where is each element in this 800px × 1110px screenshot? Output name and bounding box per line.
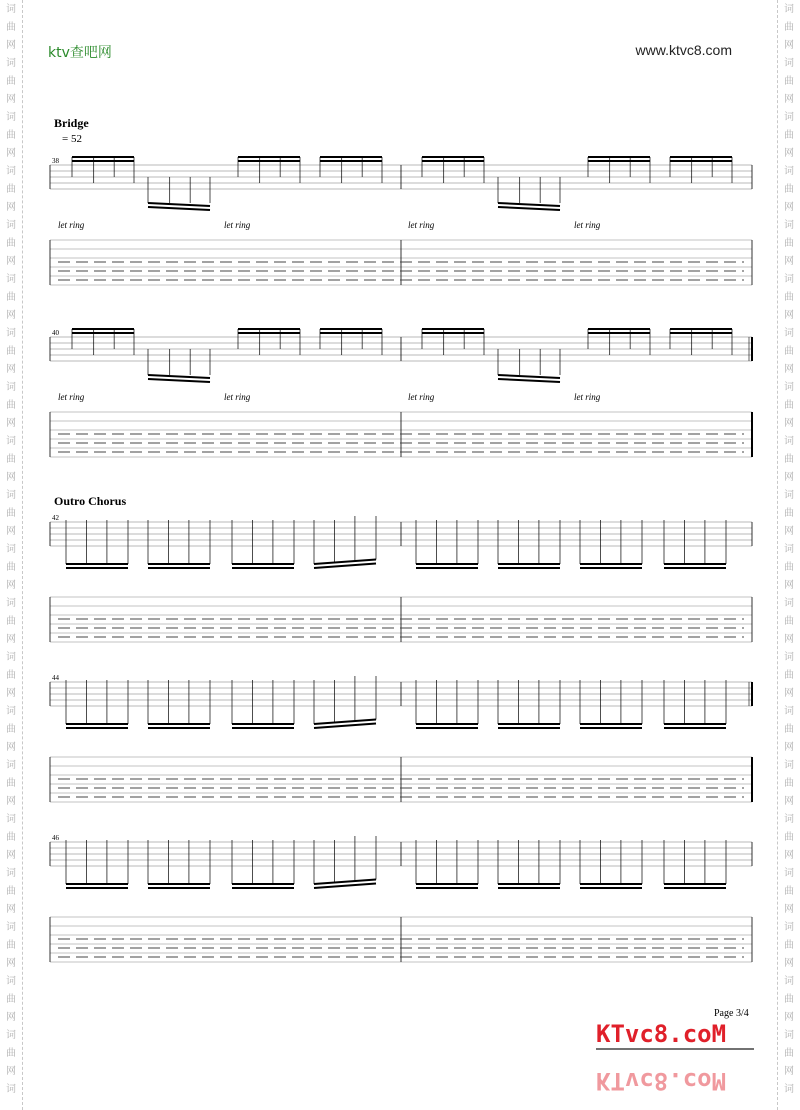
watermark-char: 网 (6, 310, 16, 321)
watermark-char: 网 (784, 310, 794, 321)
watermark-char: 曲 (6, 778, 16, 789)
watermark-char: 词 (6, 652, 16, 663)
watermark-char: 词 (784, 166, 794, 177)
watermark-char: 曲 (6, 724, 16, 735)
let-ring-annotation: let ring (224, 220, 251, 230)
watermark-char: 曲 (6, 508, 16, 519)
watermark-char: 词 (784, 652, 794, 663)
page-number: Page 3/4 (714, 1008, 749, 1019)
watermark-char: 网 (6, 796, 16, 807)
watermark-char: 词 (6, 112, 16, 123)
site-url[interactable]: www.ktvc8.com (635, 42, 732, 58)
watermark-char: 曲 (6, 562, 16, 573)
watermark-char: 网 (784, 1012, 794, 1023)
watermark-char: 曲 (6, 76, 16, 87)
watermark-char: 曲 (784, 886, 794, 897)
measure-number: 42 (52, 514, 59, 522)
section-title-outro-chorus: Outro Chorus (54, 494, 127, 508)
watermark-char: 曲 (784, 994, 794, 1005)
watermark-char: 网 (6, 1066, 16, 1077)
watermark-char: 曲 (6, 454, 16, 465)
watermark-char: 网 (784, 472, 794, 483)
watermark-char: 网 (784, 418, 794, 429)
note-beam (148, 379, 210, 382)
ktvc8-logo (596, 1018, 756, 1095)
watermark-char: 曲 (784, 724, 794, 735)
measure-number: 40 (52, 329, 59, 337)
watermark-char: 网 (784, 580, 794, 591)
watermark-char: 网 (784, 634, 794, 645)
watermark-char: 曲 (6, 994, 16, 1005)
watermark-char: 曲 (6, 130, 16, 141)
watermark-char: 网 (6, 958, 16, 969)
watermark-char: 曲 (6, 616, 16, 627)
watermark-char: 词 (6, 4, 16, 15)
note-beam (148, 207, 210, 210)
note-beam (498, 207, 560, 210)
watermark-char: 词 (784, 760, 794, 771)
watermark-char: 词 (784, 274, 794, 285)
watermark-char: 词 (784, 706, 794, 717)
let-ring-annotation: let ring (408, 220, 435, 230)
watermark-char: 网 (6, 634, 16, 645)
let-ring-annotation: let ring (58, 220, 85, 230)
measure-number: 44 (52, 674, 59, 682)
watermark-char: 网 (6, 526, 16, 537)
watermark-char: 曲 (784, 346, 794, 357)
watermark-char: 词 (6, 274, 16, 285)
watermark-char: 网 (6, 580, 16, 591)
watermark-char: 曲 (6, 1048, 16, 1059)
system-1 (50, 157, 752, 285)
measure-number: 38 (52, 157, 59, 165)
watermark-char: 词 (6, 436, 16, 447)
watermark-char: 词 (6, 976, 16, 987)
watermark-char: 词 (6, 598, 16, 609)
watermark-char: 词 (6, 382, 16, 393)
watermark-char: 词 (784, 382, 794, 393)
watermark-char: 词 (784, 814, 794, 825)
watermark-char: 网 (6, 94, 16, 105)
watermark-char: 词 (6, 58, 16, 69)
watermark-char: 词 (6, 490, 16, 501)
watermark-char: 词 (784, 436, 794, 447)
watermark-char: 词 (6, 868, 16, 879)
watermark-char: 词 (6, 814, 16, 825)
watermark-char: 曲 (784, 130, 794, 141)
let-ring-annotation: let ring (224, 392, 251, 402)
let-ring-annotation: let ring (574, 220, 601, 230)
watermark-char: 词 (784, 1030, 794, 1041)
note-beam (498, 379, 560, 382)
watermark-char: 曲 (784, 292, 794, 303)
watermark-char: 网 (6, 256, 16, 267)
watermark-char: 词 (784, 868, 794, 879)
watermark-char: 网 (6, 904, 16, 915)
note-beam (498, 375, 560, 378)
watermark-char: 词 (784, 58, 794, 69)
watermark-char: 网 (6, 364, 16, 375)
watermark-char: 词 (784, 328, 794, 339)
watermark-char: 曲 (784, 1048, 794, 1059)
watermark-char: 网 (6, 688, 16, 699)
watermark-char: 曲 (784, 940, 794, 951)
let-ring-annotation: let ring (58, 392, 85, 402)
watermark-char: 网 (784, 688, 794, 699)
watermark-char: 曲 (6, 400, 16, 411)
watermark-char: 网 (6, 148, 16, 159)
watermark-char: 词 (6, 1084, 16, 1095)
watermark-char: 词 (6, 706, 16, 717)
watermark-char: 词 (784, 544, 794, 555)
watermark-char: 网 (784, 742, 794, 753)
section-title-bridge: Bridge (54, 116, 89, 130)
watermark-char: 词 (784, 922, 794, 933)
watermark-char: 词 (784, 1084, 794, 1095)
watermark-char: 曲 (784, 616, 794, 627)
watermark-char: 词 (784, 598, 794, 609)
system-2 (50, 329, 752, 457)
let-ring-annotation: let ring (574, 392, 601, 402)
watermark-char: 网 (784, 94, 794, 105)
watermark-char: 词 (784, 220, 794, 231)
watermark-char: 网 (784, 40, 794, 51)
watermark-char: 曲 (784, 454, 794, 465)
watermark-char: 网 (784, 364, 794, 375)
logo-text-primary: KTvc8.coM (596, 1020, 727, 1048)
tempo-value: = 52 (62, 133, 82, 145)
logo-text-reflection: KTvc8.coM (596, 1067, 727, 1095)
watermark-char: 网 (6, 472, 16, 483)
site-name[interactable]: ktv查吧网 (48, 45, 112, 61)
system-5 (50, 834, 752, 962)
watermark-char: 曲 (6, 886, 16, 897)
watermark-char: 词 (784, 490, 794, 501)
watermark-char: 词 (6, 1030, 16, 1041)
watermark-char: 网 (784, 526, 794, 537)
watermark-char: 网 (784, 1066, 794, 1077)
measure-number: 46 (52, 834, 59, 842)
watermark-char: 曲 (6, 670, 16, 681)
watermark-char: 词 (6, 760, 16, 771)
watermark-char: 曲 (6, 940, 16, 951)
system-4 (50, 674, 752, 802)
note-beam (148, 203, 210, 206)
watermark-char: 曲 (6, 832, 16, 843)
watermark-char: 曲 (6, 184, 16, 195)
watermark-char: 曲 (6, 346, 16, 357)
watermark-char: 词 (6, 544, 16, 555)
watermark-char: 网 (784, 256, 794, 267)
watermark-char: 曲 (784, 778, 794, 789)
watermark-char: 网 (784, 148, 794, 159)
note-beam (498, 203, 560, 206)
watermark-char: 曲 (784, 562, 794, 573)
watermark-char: 词 (784, 4, 794, 15)
watermark-char: 曲 (6, 238, 16, 249)
watermark-char: 网 (6, 742, 16, 753)
watermark-char: 词 (784, 112, 794, 123)
watermark-char: 网 (6, 418, 16, 429)
watermark-char: 网 (6, 40, 16, 51)
watermark-char: 曲 (784, 400, 794, 411)
watermark-char: 网 (784, 796, 794, 807)
watermark-char: 曲 (784, 184, 794, 195)
watermark-char: 网 (6, 1012, 16, 1023)
watermark-char: 词 (6, 328, 16, 339)
watermark-char: 曲 (6, 22, 16, 33)
watermark-char: 词 (6, 166, 16, 177)
watermark-char: 网 (784, 904, 794, 915)
watermark-char: 曲 (784, 22, 794, 33)
watermark-char: 网 (784, 958, 794, 969)
let-ring-annotation: let ring (408, 392, 435, 402)
system-3 (50, 514, 752, 642)
watermark-char: 网 (784, 202, 794, 213)
watermark-char: 曲 (6, 292, 16, 303)
watermark-char: 网 (784, 850, 794, 861)
watermark-char: 曲 (784, 832, 794, 843)
watermark-char: 词 (6, 922, 16, 933)
watermark-char: 曲 (784, 238, 794, 249)
watermark-char: 曲 (784, 670, 794, 681)
watermark-char: 网 (6, 202, 16, 213)
note-beam (148, 375, 210, 378)
watermark-char: 曲 (784, 76, 794, 87)
watermark-char: 词 (784, 976, 794, 987)
watermark-char: 网 (6, 850, 16, 861)
watermark-char: 词 (6, 220, 16, 231)
watermark-char: 曲 (784, 508, 794, 519)
